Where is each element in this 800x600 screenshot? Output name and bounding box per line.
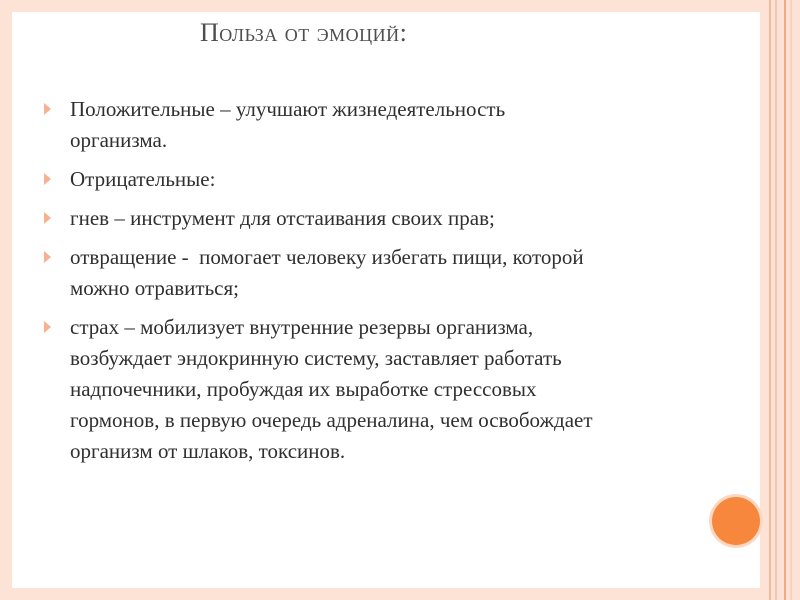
bullet-item — [44, 94, 744, 156]
bullet-item — [44, 312, 744, 467]
bullet-text: гнев – инструмент для отстаивания своих прав; — [70, 206, 495, 230]
bullet-text: Отрицательные: — [70, 167, 216, 191]
bullet-text: Положительные – улучшают жизнедеятельность организма. — [70, 97, 506, 152]
bullet-item — [44, 203, 744, 234]
decorative-circle-icon — [712, 497, 760, 545]
bullet-item — [44, 164, 744, 195]
slide-title: Польза от эмоций: — [200, 18, 408, 47]
bullet-list — [44, 94, 744, 475]
decorative-line — [790, 0, 792, 600]
bullet-arrow-icon — [44, 251, 52, 263]
bullet-text: страх – мобилизует внутренние резервы организма, возбуждает эндокринную систему, заставляет работать надпочечники, пробуждая их выработке стрессовых гормонов, в первую очередь адреналина, чем освобождает организм от шлаков, токсинов. — [70, 315, 593, 463]
bullet-item — [44, 242, 744, 304]
bullet-arrow-icon — [44, 173, 52, 185]
bullet-arrow-icon — [44, 212, 52, 224]
decorative-line — [769, 0, 771, 600]
bullet-arrow-icon — [44, 321, 52, 333]
bullet-arrow-icon — [44, 103, 52, 115]
decorative-line — [784, 0, 786, 600]
decorative-line — [775, 0, 777, 600]
bullet-text: отвращение - помогает человеку избегать пищи, которой можно отравиться; — [70, 245, 584, 300]
